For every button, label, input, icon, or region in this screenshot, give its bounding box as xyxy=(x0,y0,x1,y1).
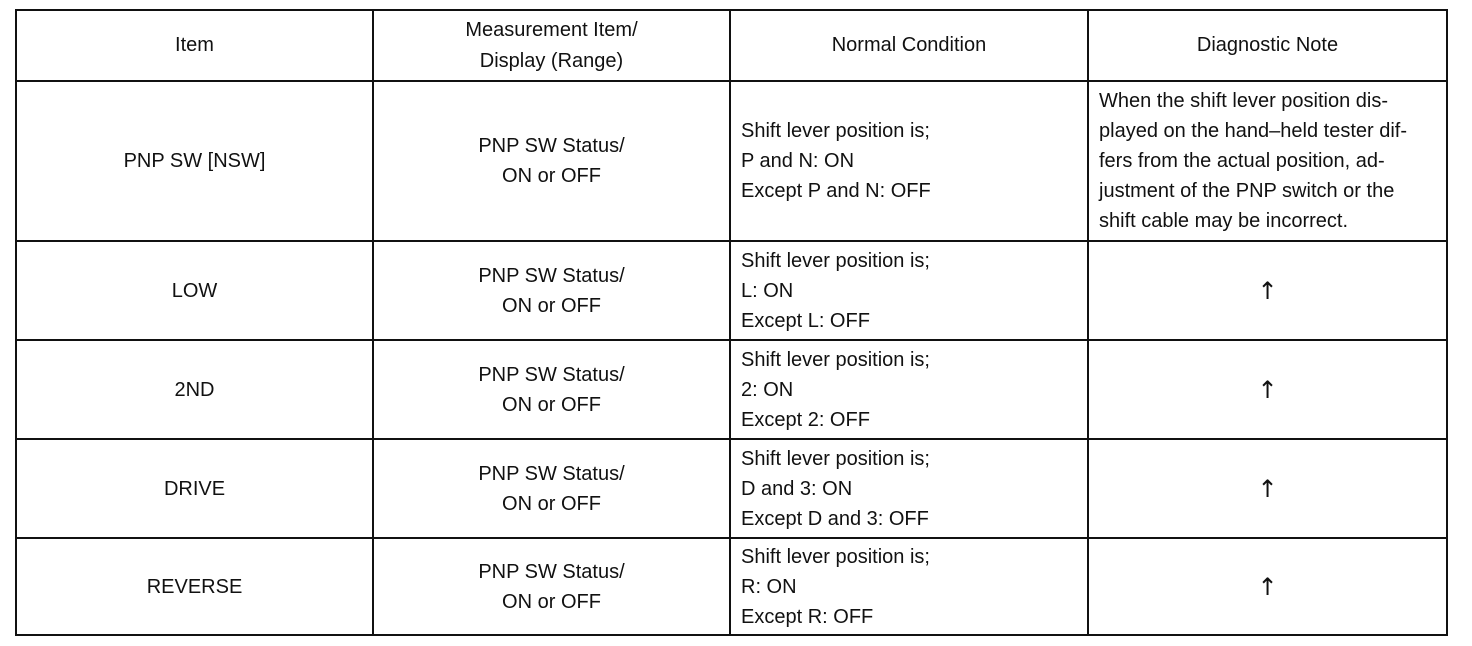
measurement-line-1: PNP SW Status/ xyxy=(478,135,625,157)
measurement-line-1: PNP SW Status/ xyxy=(478,462,625,485)
normal-line-1: Shift lever position is; xyxy=(741,120,930,142)
cell-diagnostic-note xyxy=(1088,340,1447,439)
item-text: 2ND xyxy=(174,378,215,401)
header-item-text: Item xyxy=(175,34,214,56)
table-row xyxy=(16,538,1447,635)
note-line-2: played on the hand–held tester dif- xyxy=(1099,120,1407,142)
cell-diagnostic-note xyxy=(1088,538,1447,635)
up-arrow-icon: ↑ xyxy=(1257,572,1278,601)
measurement-line-2: ON or OFF xyxy=(502,165,601,187)
normal-line-1: Shift lever position is; xyxy=(741,545,930,568)
normal-line-2: R: ON xyxy=(741,575,797,598)
header-measurement xyxy=(373,10,730,81)
cell-diagnostic-note xyxy=(1088,81,1447,241)
cell-normal-condition xyxy=(730,241,1088,340)
cell-normal-condition xyxy=(730,81,1088,241)
normal-line-3: Except D and 3: OFF xyxy=(741,507,929,530)
table-row xyxy=(16,439,1447,538)
note-line-3: fers from the actual position, ad- xyxy=(1099,150,1385,172)
header-normal-condition xyxy=(730,10,1088,81)
cell-measurement xyxy=(373,439,730,538)
header-measurement-line-2: Display (Range) xyxy=(479,49,624,72)
header-measurement-line-1: Measurement Item/ xyxy=(465,18,638,41)
normal-line-3: Except R: OFF xyxy=(741,605,874,628)
note-line-4: justment of the PNP switch or the xyxy=(1099,180,1395,202)
measurement-line-2: ON or OFF xyxy=(502,393,601,416)
table-header xyxy=(16,10,1447,81)
table-row xyxy=(16,241,1447,340)
up-arrow-icon: ↑ xyxy=(1257,474,1278,503)
cell-item xyxy=(16,81,373,241)
table-row xyxy=(16,81,1447,241)
cell-item xyxy=(16,538,373,635)
header-row xyxy=(16,10,1447,81)
cell-item xyxy=(16,439,373,538)
normal-line-1: Shift lever position is; xyxy=(741,348,930,371)
measurement-line-1: PNP SW Status/ xyxy=(478,560,625,583)
measurement-line-2: ON or OFF xyxy=(502,294,601,317)
normal-line-3: Except 2: OFF xyxy=(741,408,870,431)
header-diagnostic-note xyxy=(1088,10,1447,81)
cell-normal-condition xyxy=(730,439,1088,538)
measurement-line-1: PNP SW Status/ xyxy=(478,264,625,287)
measurement-line-2: ON or OFF xyxy=(502,492,601,515)
cell-measurement xyxy=(373,340,730,439)
table-body xyxy=(16,81,1447,635)
cell-measurement xyxy=(373,538,730,635)
cell-diagnostic-note xyxy=(1088,439,1447,538)
cell-normal-condition xyxy=(730,538,1088,635)
normal-line-3: Except P and N: OFF xyxy=(741,180,931,202)
item-text: LOW xyxy=(171,279,218,302)
item-text: REVERSE xyxy=(146,575,243,598)
cell-item xyxy=(16,241,373,340)
cell-measurement xyxy=(373,241,730,340)
normal-line-3: Except L: OFF xyxy=(741,309,870,332)
measurement-line-1: PNP SW Status/ xyxy=(478,363,625,386)
up-arrow-icon: ↑ xyxy=(1257,276,1278,305)
item-text: PNP SW [NSW] xyxy=(123,150,266,172)
normal-line-2: 2: ON xyxy=(741,378,794,401)
note-line-5: shift cable may be incorrect. xyxy=(1099,210,1348,232)
normal-line-2: L: ON xyxy=(741,279,794,302)
normal-line-1: Shift lever position is; xyxy=(741,249,930,272)
data-list-table xyxy=(15,9,1448,636)
table-row xyxy=(16,340,1447,439)
header-normal-condition-text: Normal Condition xyxy=(831,34,987,56)
normal-line-1: Shift lever position is; xyxy=(741,447,930,470)
normal-line-2: P and N: ON xyxy=(741,150,855,172)
item-text: DRIVE xyxy=(163,477,226,500)
up-arrow-icon: ↑ xyxy=(1257,375,1278,404)
normal-line-2: D and 3: ON xyxy=(741,477,853,500)
cell-diagnostic-note xyxy=(1088,241,1447,340)
note-line-1: When the shift lever position dis- xyxy=(1099,90,1389,112)
cell-item xyxy=(16,340,373,439)
cell-normal-condition xyxy=(730,340,1088,439)
cell-measurement xyxy=(373,81,730,241)
header-diagnostic-note-text: Diagnostic Note xyxy=(1196,34,1339,56)
measurement-line-2: ON or OFF xyxy=(502,590,601,613)
header-item xyxy=(16,10,373,81)
